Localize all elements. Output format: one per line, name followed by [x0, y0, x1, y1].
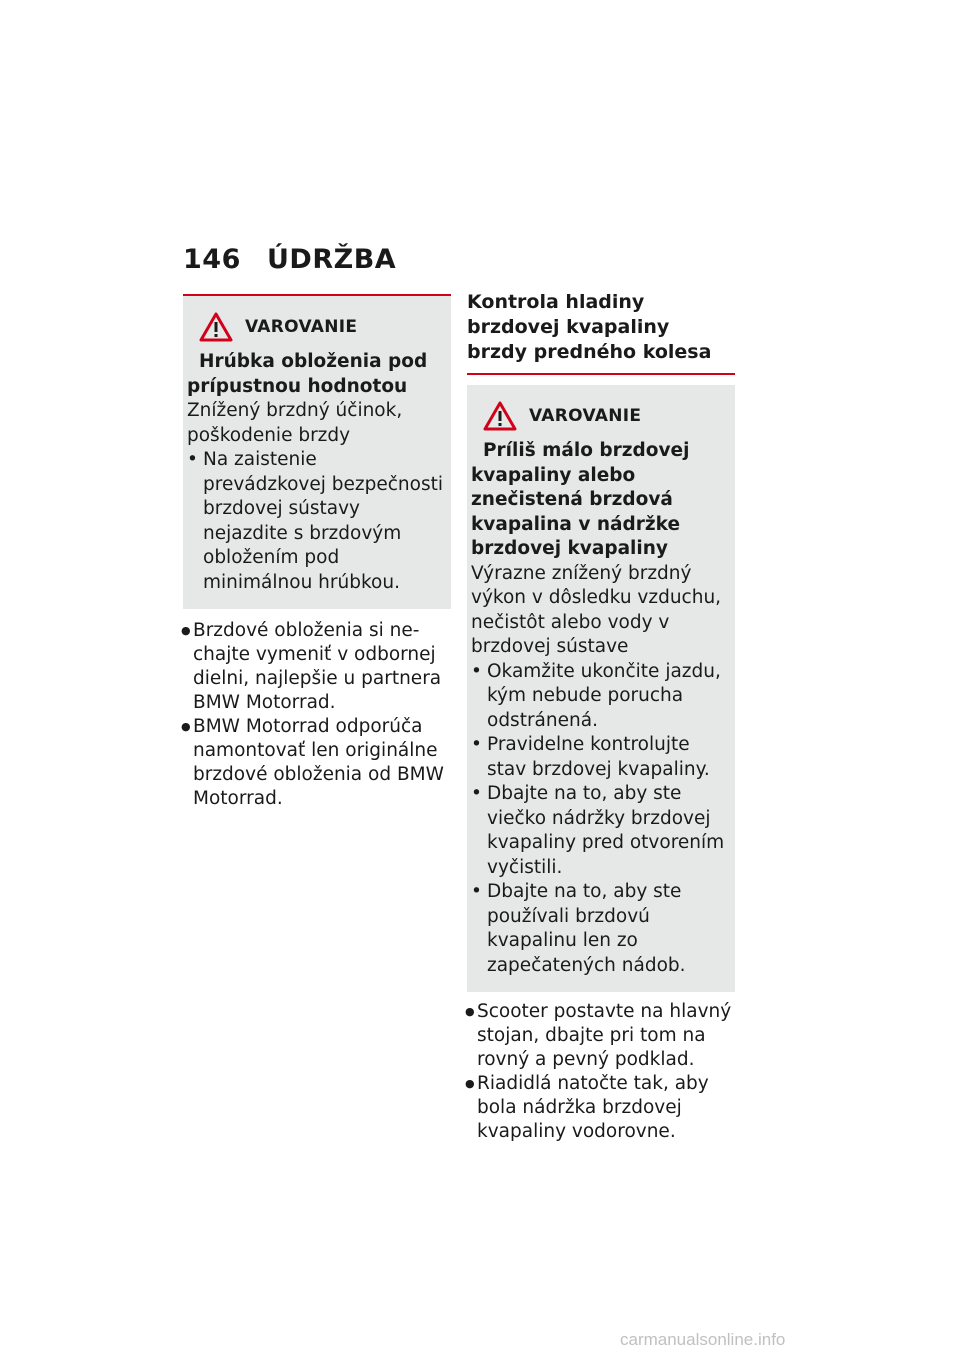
- bullet-item: ● BMW Motorrad odporúča namontovať len originálne brzdové obloženia od BMW Motorrad.: [183, 715, 451, 811]
- bullet-list: [183, 619, 451, 811]
- warning-body: Znížený brzdný účinok, poškodenie brzdy: [187, 400, 403, 446]
- section-title: Kontrola hladiny brzdovej kvapaliny brzdy predného kolesa: [467, 290, 735, 375]
- right-column: [467, 290, 735, 1144]
- warning-title: VAROVANIE: [529, 405, 642, 426]
- chapter-title: ÚDRŽBA: [267, 244, 397, 275]
- bullet-item: ● Brzdové obloženia si nechajte vymeniť v odbornej dielni, najlepšie u partnera BMW Motorrad.: [183, 619, 451, 715]
- warning-triangle-icon: [199, 312, 233, 342]
- warning-body: Výrazne znížený brzdný výkon v dôsledku vzduchu, nečistôt alebo vody v brzdovej sústave: [471, 562, 722, 657]
- page-number: 146: [183, 244, 241, 275]
- warning-header: [483, 401, 729, 431]
- bullet-item: ● Scooter postavte na hlavný stojan, dbajte pri tom na rovný a pevný podklad.: [467, 1000, 735, 1072]
- warning-list-item: • Pravidelne kontrolujte stav brzdovej kvapaliny.: [471, 733, 729, 782]
- warning-list: [187, 448, 445, 595]
- warning-list-item: • Dbajte na to, aby ste používali brzdovú kvapalinu len zo zapečatených nádob.: [471, 880, 729, 978]
- warning-subtitle: Príliš málo brzdovej kvapaliny alebo znečistená brzdová kvapalina v nádržke brzdovej kvapaliny: [471, 440, 690, 559]
- warning-list: [471, 660, 729, 979]
- left-column: [183, 294, 451, 811]
- warning-header: [199, 312, 445, 342]
- bullet-list: [467, 1000, 735, 1144]
- warning-list-item: • Na zaistenie prevádzkovej bezpečnosti brzdovej sústavy nejazdite s brzdovým obložením pod minimálnou hrúbkou.: [187, 448, 445, 595]
- watermark: carmanualsonline.info: [620, 1330, 786, 1349]
- warning-box: [467, 385, 735, 992]
- warning-list-item: • Dbajte na to, aby ste viečko nádržky brzdovej kvapaliny pred otvorením vyčistili.: [471, 782, 729, 880]
- warning-title: VAROVANIE: [245, 316, 358, 337]
- warning-box: [183, 294, 451, 609]
- page-header: [183, 244, 396, 275]
- bullet-item: ● Riadidlá natočte tak, aby bola nádržka brzdovej kvapaliny vodorovne.: [467, 1072, 735, 1144]
- warning-list-item: • Okamžite ukončite jazdu, kým nebude porucha odstránená.: [471, 660, 729, 734]
- warning-triangle-icon: [483, 401, 517, 431]
- warning-subtitle: Hrúbka obloženia pod prípustnou hodnotou: [187, 351, 428, 397]
